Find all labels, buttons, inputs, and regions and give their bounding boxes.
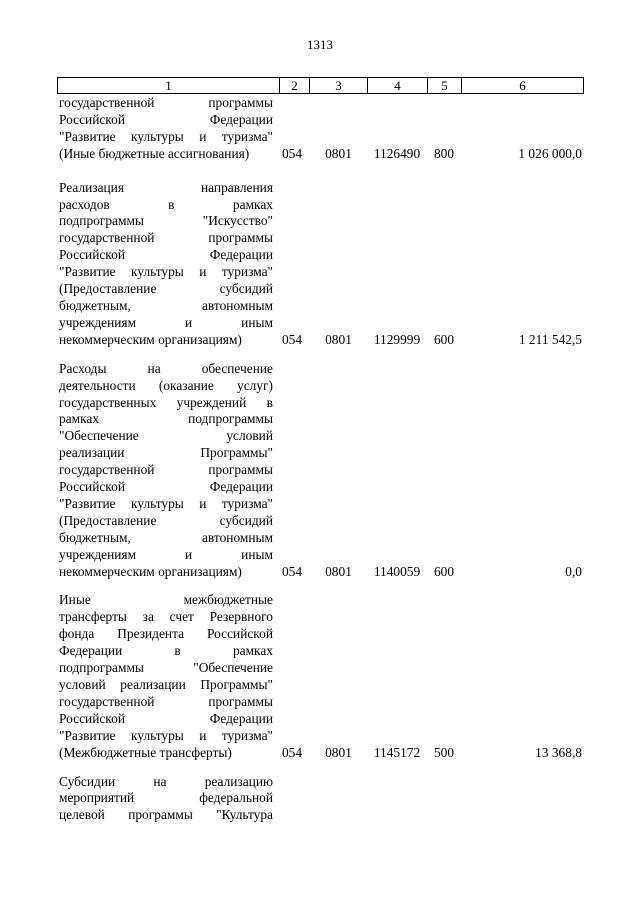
description-line: (Предоставление субсидий: [59, 512, 273, 528]
description-line: рамках подпрограммы: [59, 411, 273, 427]
description-line: подпрограммы "Искусство": [59, 213, 273, 229]
row-description: [59, 180, 273, 349]
section-code: 0801: [325, 331, 352, 347]
ministry-code: 054: [281, 744, 303, 760]
header-col-3: 3: [310, 78, 368, 93]
target-article-code: 1145172: [373, 744, 421, 760]
description-line: учреждениям и иным: [59, 314, 273, 330]
ministry-code: 054: [281, 145, 303, 161]
description-line: некоммерческим организациям): [59, 563, 242, 579]
expense-type-code: 500: [433, 744, 455, 760]
expense-type-code: 800: [433, 145, 455, 161]
amount: 1 026 000,0: [518, 145, 582, 161]
description-line: деятельности (оказание услуг): [59, 377, 273, 393]
description-line: Иные межбюджетные: [59, 592, 273, 608]
description-line: "Обеспечение условий: [59, 428, 273, 444]
description-line: государственной программы: [59, 693, 273, 709]
table-row: [59, 95, 582, 163]
amount: 0,0: [565, 563, 582, 579]
header-col-2: 2: [280, 78, 310, 93]
description-line: "Развитие культуры и туризма": [59, 128, 273, 144]
section-code: 0801: [325, 744, 352, 760]
description-line: Российской Федерации: [59, 111, 273, 127]
table-row: [59, 361, 582, 581]
table-header: [57, 77, 584, 94]
amount: 1 211 542,5: [518, 331, 582, 347]
description-line: расходов в рамках: [59, 196, 273, 212]
description-line: "Развитие культуры и туризма": [59, 264, 273, 280]
description-line: трансферты за счет Резервного: [59, 609, 273, 625]
description-line: (Предоставление субсидий: [59, 281, 273, 297]
description-line: "Развитие культуры и туризма": [59, 495, 273, 511]
target-article-code: 1129999: [373, 331, 421, 347]
header-col-1: 1: [58, 78, 280, 93]
description-line: реализации Программы": [59, 445, 273, 461]
target-article-code: 1140059: [373, 563, 421, 579]
header-col-4: 4: [368, 78, 428, 93]
table-row: [59, 592, 582, 761]
row-description: [59, 361, 273, 581]
table-row: [59, 180, 582, 349]
description-line: целевой программы "Культура: [59, 807, 273, 823]
ministry-code: 054: [281, 563, 303, 579]
description-line: условий реализации Программы": [59, 677, 273, 692]
header-col-6: 6: [519, 78, 526, 93]
section-code: 0801: [325, 563, 352, 579]
description-line: Расходы на обеспечение: [59, 360, 273, 376]
ministry-code: 054: [281, 331, 303, 347]
expense-type-code: 600: [433, 331, 455, 347]
amount: 13 368,8: [535, 744, 582, 760]
description-line: "Развитие культуры и туризма": [59, 727, 273, 743]
description-line: бюджетным, автономным: [59, 529, 273, 545]
description-line: некоммерческим организациям): [59, 331, 242, 347]
description-line: бюджетным, автономным: [59, 297, 273, 313]
description-line: Реализация направления: [59, 179, 273, 195]
description-line: Российской Федерации: [59, 479, 273, 495]
description-line: (Межбюджетные трансферты): [59, 744, 232, 760]
table-row-continued: [59, 774, 582, 825]
description-line: Российской Федерации: [59, 247, 273, 263]
description-line: учреждениям и иным: [59, 546, 273, 562]
description-line: государственной программы: [59, 230, 273, 246]
budget-table-body: [59, 95, 582, 836]
description-line: мероприятий федеральной: [59, 790, 273, 806]
description-line: государственной программы: [59, 95, 273, 110]
description-line: государственной программы: [59, 462, 273, 478]
description-line: фонда Президента Российской: [59, 626, 273, 642]
section-code: 0801: [325, 145, 352, 161]
description-line: подпрограммы "Обеспечение: [59, 660, 273, 676]
description-line: Российской Федерации: [59, 710, 273, 726]
description-line: Субсидии на реализацию: [59, 773, 273, 789]
row-description: [59, 95, 273, 163]
description-line: государственных учреждений в: [59, 394, 273, 410]
description-line: Федерации в рамках: [59, 643, 273, 659]
expense-type-code: 600: [433, 563, 455, 579]
row-description: [59, 592, 273, 761]
row-description: [59, 774, 273, 825]
header-col-5: 5: [428, 78, 462, 93]
page-number: 1313: [307, 37, 333, 52]
description-line: (Иные бюджетные ассигнования): [59, 145, 250, 161]
target-article-code: 1126490: [373, 145, 421, 161]
